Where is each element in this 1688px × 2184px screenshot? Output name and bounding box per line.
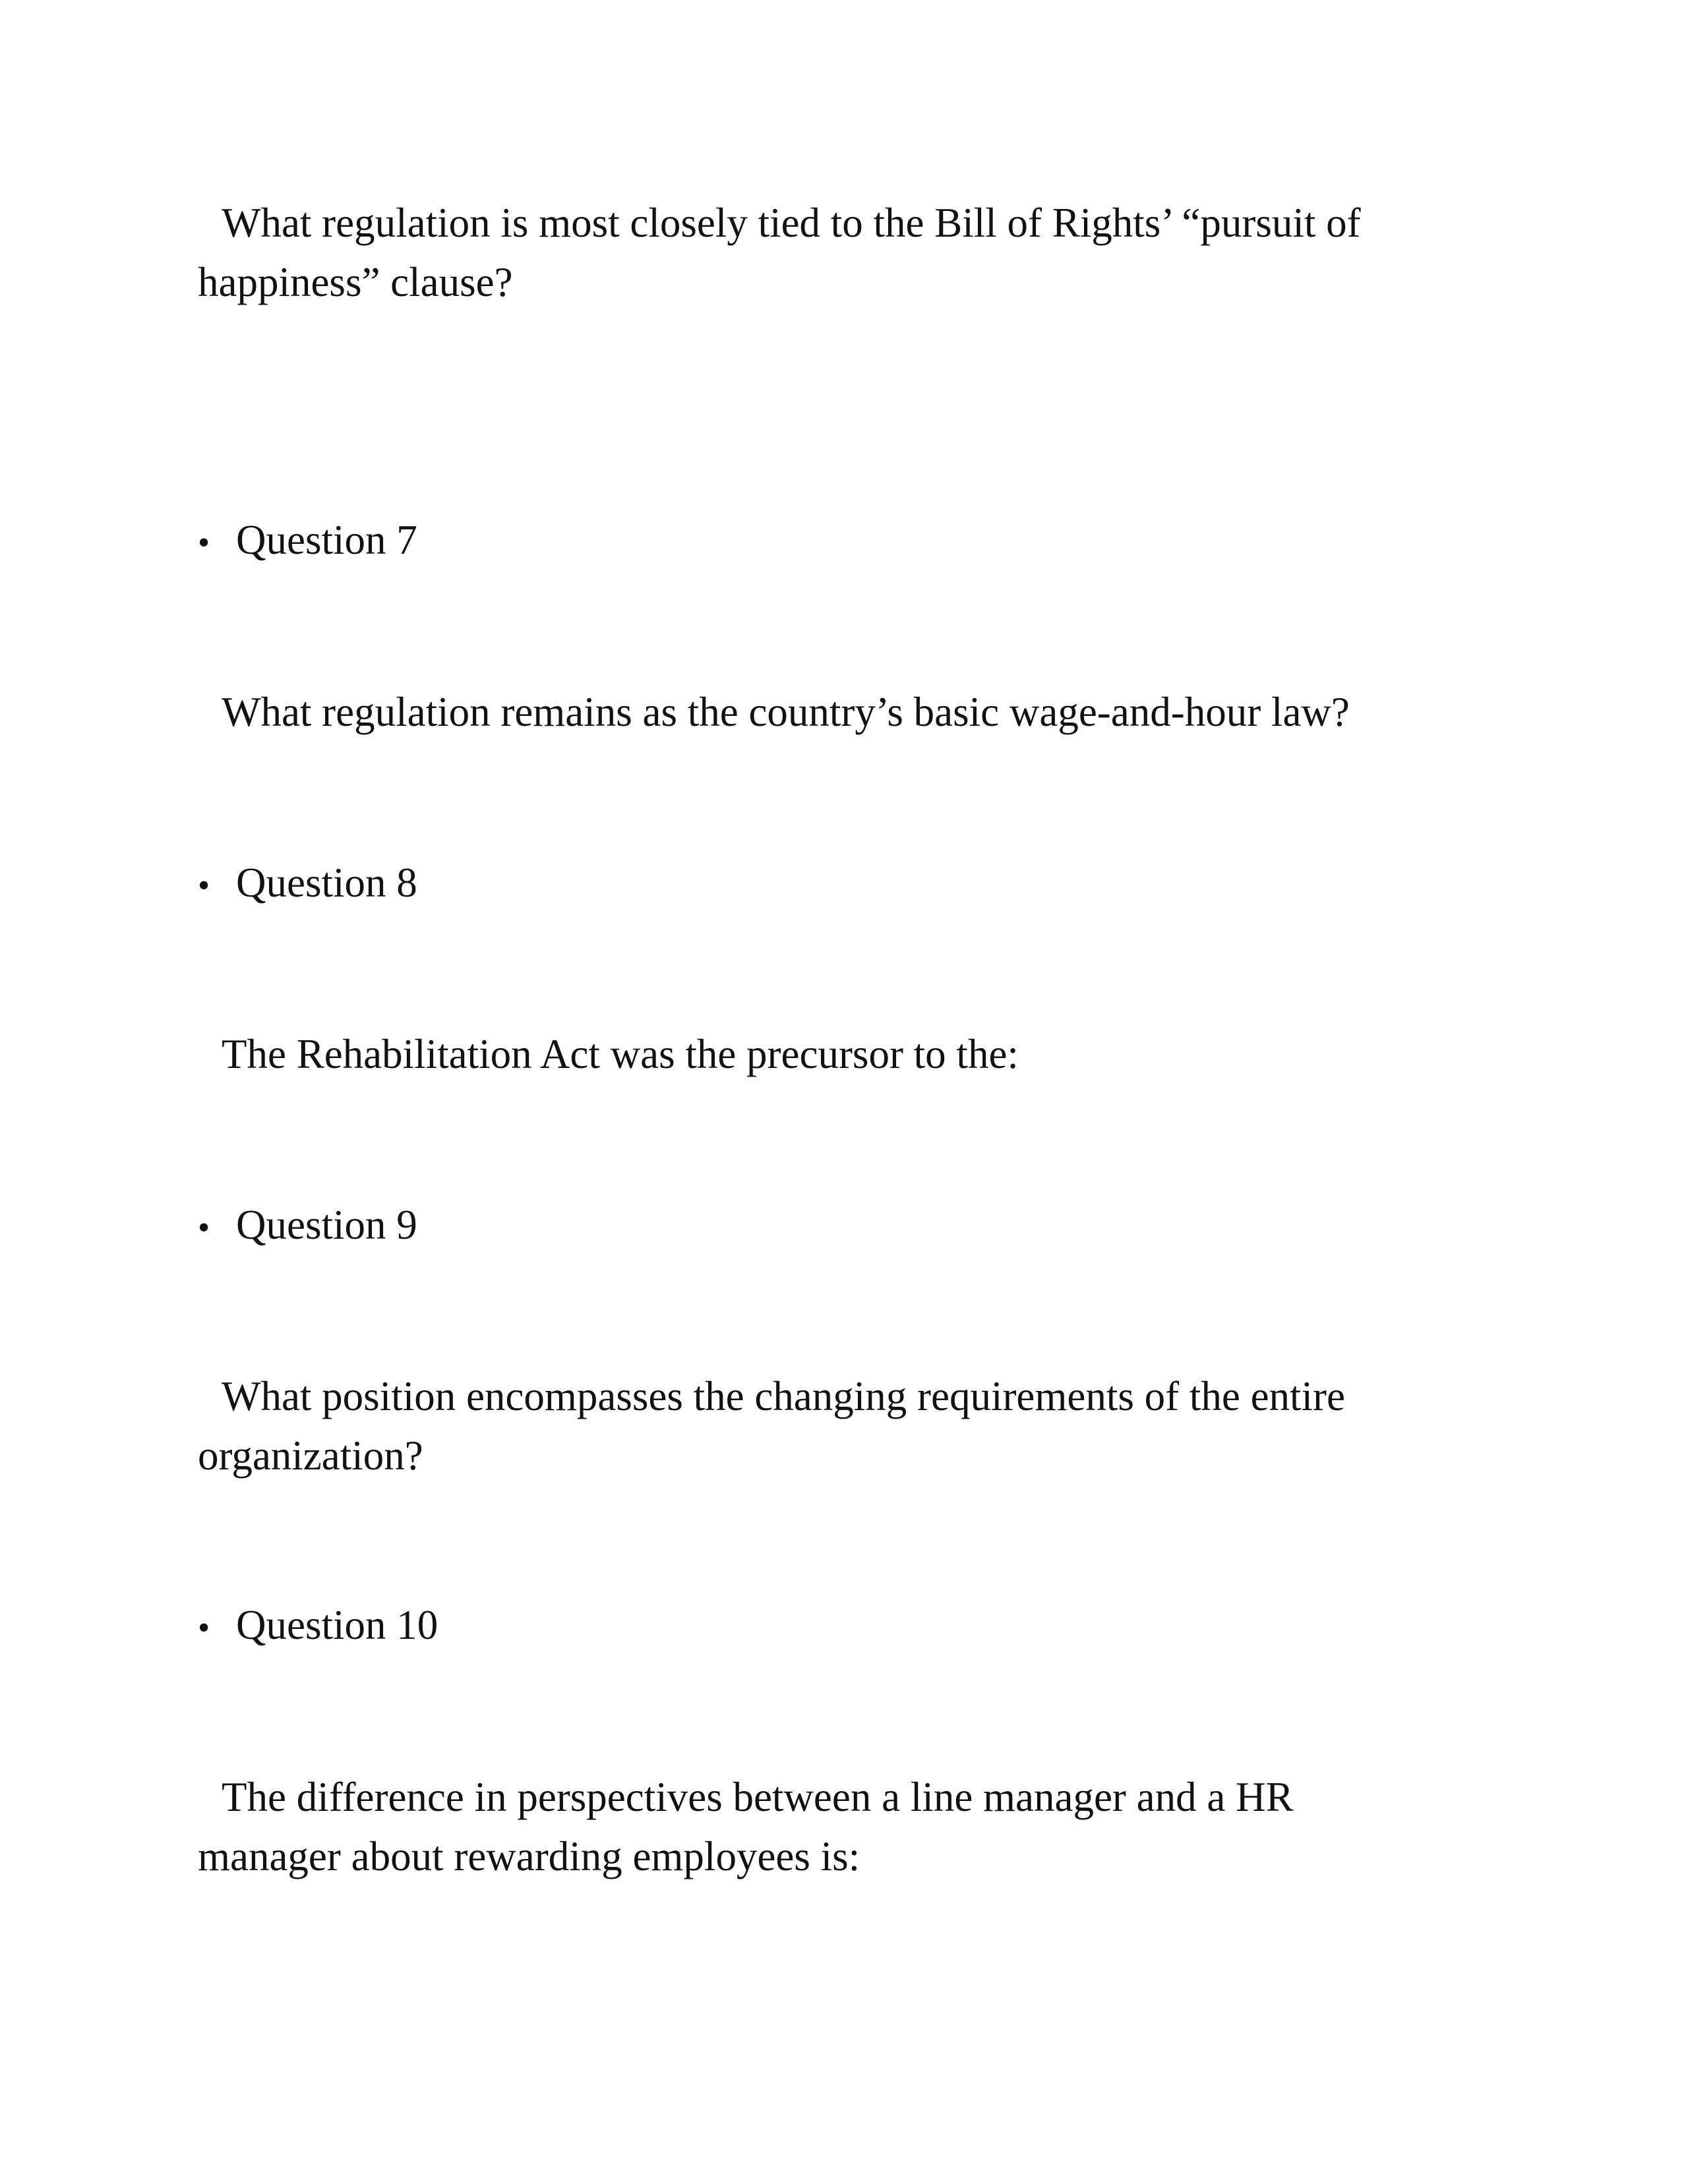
question-6-text-content: What regulation is most closely tied to the Bill of Rights’ “pursuit of happiness” clause? [198,200,1361,305]
question-7-text-content: What regulation remains as the country’s basic wage-and-hour law? [222,689,1350,735]
question-8-heading [198,853,417,916]
bullet-icon: • [198,867,210,904]
question-10-label: Question 10 [236,1602,438,1648]
question-9-label: Question 9 [236,1202,417,1248]
bullet-icon: • [198,1209,210,1247]
question-10-text-content: The difference in perspectives between a line manager and a HR manager about rewarding employees is: [198,1774,1294,1879]
question-10-heading [198,1595,438,1658]
question-9-text-content: What position encompasses the changing requirements of the entire organization? [198,1373,1345,1479]
question-8-text [198,1024,1451,1084]
question-9-text [198,1367,1424,1485]
bullet-icon: • [198,524,210,562]
question-8-text-content: The Rehabilitation Act was the precursor to the: [222,1031,1019,1077]
question-6-text [198,193,1464,312]
bullet-icon: • [198,1609,210,1647]
question-7-label: Question 7 [236,517,417,563]
question-8-label: Question 8 [236,860,417,906]
question-7-text [198,682,1451,742]
question-7-heading [198,510,417,573]
question-9-heading [198,1195,417,1258]
question-10-text [198,1767,1385,1886]
